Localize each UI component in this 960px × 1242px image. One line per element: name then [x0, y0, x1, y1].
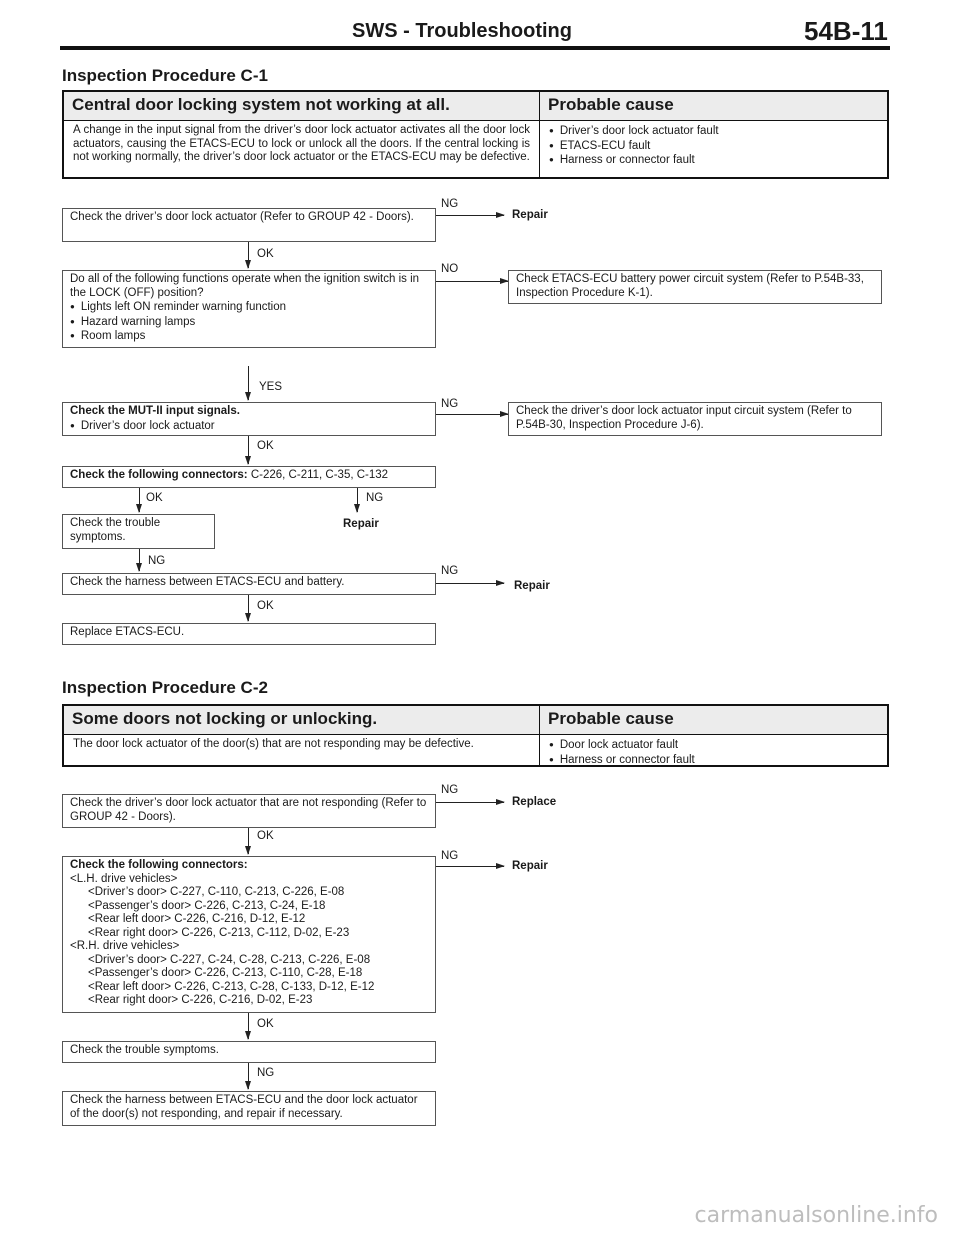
c1-step3-ng-action-box: Check the driver’s door lock actuator input circuit system (Refer to P.54B-30, Inspection Procedure J-6). [508, 402, 882, 436]
connector-line: <L.H. drive vehicles> [70, 872, 178, 885]
c1-step1-ng-arrow [436, 215, 504, 216]
c2-step1-ok-label: OK [257, 830, 274, 842]
c1-step3-box [62, 402, 436, 436]
connector-line: <Rear right door> C-226, C-216, D-02, E-23 [88, 994, 313, 1006]
c1-step2-yes-arrow [248, 366, 249, 400]
c2-step2-ng-arrow [436, 866, 504, 867]
connector-line: <Rear left door> C-226, C-216, D-12, E-12 [88, 913, 306, 925]
c1-step4-box [62, 466, 436, 488]
c2-step2-ng-label: NG [441, 850, 459, 862]
c1-step4-ng-arrow [357, 488, 358, 512]
c1-step2-yes-label: YES [259, 381, 283, 393]
c1-step4-ok-label: OK [146, 492, 163, 504]
c1-step2-box [62, 270, 436, 348]
c1-step5-ng-arrow [139, 549, 140, 571]
procedure-c1-title: Inspection Procedure C-1 [62, 66, 268, 85]
symptom-heading: Some doors not locking or unlocking. [64, 706, 540, 734]
c1-step6-ok-arrow [248, 595, 249, 621]
c2-step1-ng-action: Replace [512, 796, 557, 808]
cause-item: ● Driver’s door lock actuator fault [549, 125, 719, 137]
symptom-description: A change in the input signal from the driver’s door lock actuator activates all the door lock actuators, causing the ETACS-ECU to lock or unlock all the doors. If the central locking is not working normally, the driver’s door lock actuator or the ETACS-ECU may be defective. [64, 121, 540, 177]
watermark-text: carmanualsonline.info [694, 1203, 938, 1228]
cause-list [540, 121, 887, 177]
procedure-c1-table [62, 90, 889, 179]
connector-line: <Rear right door> C-226, C-213, C-112, D-02, E-23 [88, 926, 350, 939]
cause-item: ● Harness or connector fault [549, 753, 695, 766]
c1-step4-ng-label: NG [366, 492, 384, 504]
c1-step2-no-label: NO [441, 263, 459, 275]
symptom-heading: Central door locking system not working at all. [64, 92, 540, 120]
c2-step2-ok-arrow [248, 1013, 249, 1039]
page-code: 54B-11 [804, 16, 888, 46]
c1-step4-ok-arrow [139, 488, 140, 512]
c2-step1-ok-arrow [248, 828, 249, 854]
c2-step3-ng-label: NG [257, 1067, 275, 1079]
c1-step3-ng-label: NG [441, 398, 459, 410]
cause-heading: Probable cause [548, 95, 674, 114]
c2-step2-box [62, 856, 436, 1013]
c1-step2-question: Do all of the following functions operate when the ignition switch is in the LOCK (OFF) position? [70, 273, 420, 299]
c2-step2-ok-label: OK [257, 1018, 274, 1030]
c1-step3-ok-label: OK [257, 440, 274, 452]
c1-step1-ng-action: Repair [512, 209, 548, 221]
c1-step6-ng-arrow [436, 583, 504, 584]
c1-step2-no-action-box: Check ETACS-ECU battery power circuit system (Refer to P.54B-33, Inspection Procedure K-1). [508, 270, 882, 304]
c1-step3-title: Check the MUT-II input signals. [70, 405, 240, 417]
c1-step6-box: Check the harness between ETACS-ECU and battery. [62, 573, 436, 595]
c2-step1-ng-label: NG [441, 784, 459, 796]
c1-step4-connectors: C-226, C-211, C-35, C-132 [250, 469, 389, 481]
connector-line: <Driver’s door> C-227, C-110, C-213, C-226, E-08 [88, 886, 345, 898]
header-rule [60, 46, 890, 50]
c2-step2-ng-action: Repair [512, 860, 548, 872]
c1-step5-box: Check the trouble symptoms. [62, 514, 215, 549]
c1-step3-ok-arrow [248, 436, 249, 464]
connector-line: <R.H. drive vehicles> [70, 940, 180, 952]
c1-step2-item: ● Lights left ON reminder warning function [70, 301, 287, 313]
c1-step3-item: ● Driver’s door lock actuator [70, 419, 215, 432]
c1-step6-ng-action: Repair [514, 580, 550, 592]
cause-item: ● Door lock actuator fault [549, 739, 679, 751]
cause-item: ● ETACS-ECU fault [549, 139, 651, 152]
c1-step3-ng-arrow [436, 414, 508, 415]
cause-heading: Probable cause [548, 709, 674, 728]
c1-step7-box: Replace ETACS-ECU. [62, 623, 436, 645]
c1-step2-item: ● Room lamps [70, 330, 146, 342]
c1-step2-no-arrow [436, 281, 508, 282]
symptom-description: The door lock actuator of the door(s) that are not responding may be defective. [64, 735, 540, 765]
connector-line: <Driver’s door> C-227, C-24, C-28, C-213, C-226, E-08 [88, 953, 371, 966]
c2-step3-box: Check the trouble symptoms. [62, 1041, 436, 1063]
c1-step1-ok-label: OK [257, 248, 274, 260]
c2-step1-ng-arrow [436, 802, 504, 803]
c1-step1-ok-arrow [248, 242, 249, 268]
page-header-title: SWS - Troubleshooting [352, 20, 572, 42]
c1-step5-ng-label: NG [148, 555, 166, 567]
c1-step2-item: ● Hazard warning lamps [70, 315, 196, 328]
c2-step4-box: Check the harness between ETACS-ECU and the door lock actuator of the door(s) not responding, and repair if necessary. [62, 1091, 436, 1126]
cause-list [540, 735, 887, 765]
c1-step6-ok-label: OK [257, 600, 274, 612]
connector-line: <Passenger’s door> C-226, C-213, C-24, E-18 [88, 899, 326, 912]
cause-item: ● Harness or connector fault [549, 154, 695, 166]
c2-step2-title: Check the following connectors: [70, 859, 248, 871]
procedure-c2-title: Inspection Procedure C-2 [62, 678, 268, 697]
c2-step1-box: Check the driver’s door lock actuator that are not responding (Refer to GROUP 42 - Doors). [62, 794, 436, 828]
procedure-c2-table [62, 704, 889, 767]
c1-step1-box: Check the driver’s door lock actuator (Refer to GROUP 42 - Doors). [62, 208, 436, 242]
c1-step6-ng-label: NG [441, 565, 459, 577]
c2-step3-ng-arrow [248, 1063, 249, 1089]
connector-line: <Rear left door> C-226, C-213, C-28, C-133, D-12, E-12 [88, 980, 375, 993]
c1-step1-ng-label: NG [441, 198, 459, 210]
c1-step4-title: Check the following connectors: [70, 469, 248, 481]
connector-line: <Passenger’s door> C-226, C-213, C-110, C-28, E-18 [88, 967, 363, 979]
c1-step4-ng-action: Repair [343, 518, 379, 530]
